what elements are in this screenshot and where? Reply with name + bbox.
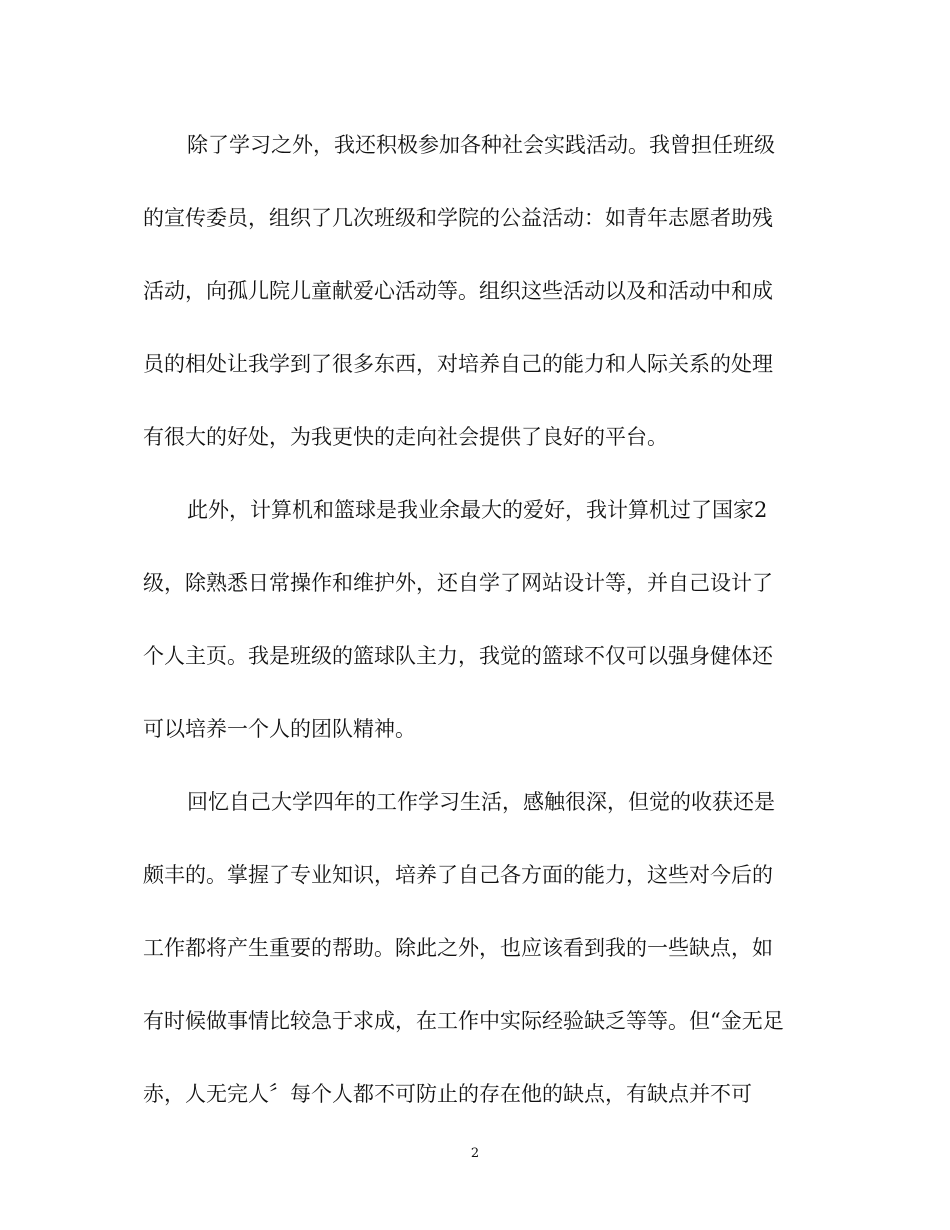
text-line: 有时候做事情比较急于求成，在工作中实际经验缺乏等等。但“金无足 xyxy=(143,1009,784,1033)
text-line: 回忆自己大学四年的工作学习生活，感触很深，但觉的收获还是 xyxy=(187,790,775,814)
text-line: 颇丰的。掌握了专业知识，培养了自己各方面的能力，这些对今后的 xyxy=(143,863,773,887)
text-line: 活动，向孤儿院儿童献爱心活动等。组织这些活动以及和活动中和成 xyxy=(143,279,773,303)
document-body xyxy=(143,120,813,1142)
text-line: 个人主页。我是班级的篮球队主力，我觉的篮球不仅可以强身健体还 xyxy=(143,644,773,668)
text-line: 有很大的好处，为我更快的走向社会提供了良好的平台。 xyxy=(143,425,668,449)
text-line: 的宣传委员，组织了几次班级和学院的公益活动：如青年志愿者助残 xyxy=(143,206,773,230)
text-line: 员的相处让我学到了很多东西，对培养自己的能力和人际关系的处理 xyxy=(143,352,773,376)
text-line: 级，除熟悉日常操作和维护外，还自学了网站设计等，并自己设计了 xyxy=(143,571,773,595)
paragraph-3 xyxy=(143,777,813,1142)
paragraph-2 xyxy=(143,485,813,777)
paragraph-1 xyxy=(143,120,813,485)
text-line: 除了学习之外，我还积极参加各种社会实践活动。我曾担任班级 xyxy=(187,133,775,157)
text-line: 可以培养一个人的团队精神。 xyxy=(143,717,416,741)
page-number: 2 xyxy=(470,1146,480,1161)
text-line: 此外，计算机和篮球是我业余最大的爱好，我计算机过了国家2 xyxy=(187,498,768,522)
text-line: 赤，人无完人〞每个人都不可防止的存在他的缺点，有缺点并不可 xyxy=(143,1082,752,1106)
text-line: 工作都将产生重要的帮助。除此之外，也应该看到我的一些缺点，如 xyxy=(143,936,773,960)
